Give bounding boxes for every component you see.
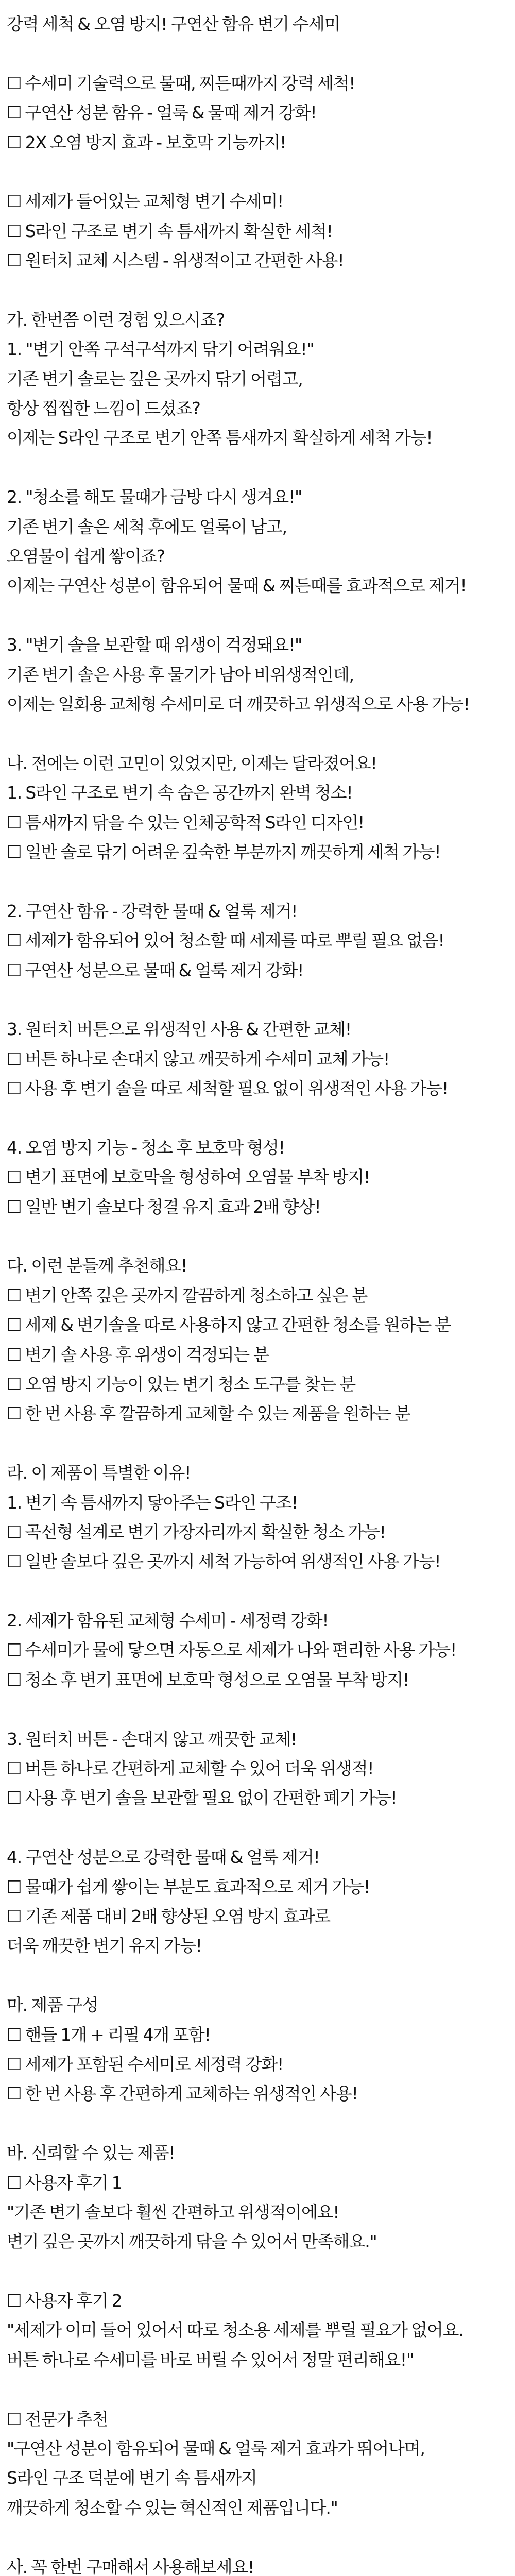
paragraph-gap [7, 1577, 509, 1606]
section-intro-features-2 [7, 187, 509, 275]
text-line: ☐ 구연산 성분으로 물때 & 얼룩 제거 강화! [7, 960, 304, 980]
text-line: 변기 깊은 곳까지 깨끗하게 닦을 수 있어서 만족해요." [7, 2231, 377, 2252]
text-line: ☐ 사용자 후기 2 [7, 2291, 122, 2311]
text-line: ☐ 변기 솔 사용 후 위생이 걱정되는 분 [7, 1344, 269, 1365]
text-line: 3. 원터치 버튼으로 위생적인 사용 & 간편한 교체! [7, 1019, 351, 1040]
text-line: ☐ 사용 후 변기 솔을 따로 세척할 필요 없이 위생적인 사용 가능! [7, 1078, 448, 1099]
section-reasons [7, 1458, 509, 1577]
text-line: 2. 구연산 함유 - 강력한 물때 & 얼룩 제거! [7, 901, 298, 921]
text-line: "기존 변기 솔보다 훨씬 간편하고 위생적이에요! [7, 2201, 339, 2222]
text-line: ☐ 2X 오염 방지 효과 - 보호막 기능까지! [7, 132, 286, 152]
paragraph-gap [7, 2109, 509, 2138]
text-line: 4. 오염 방지 기능 - 청소 후 보호막 형성! [7, 1137, 285, 1158]
section-expert [7, 2404, 509, 2523]
text-line: "구연산 성분이 함유되어 물때 & 얼룩 제거 효과가 뛰어나며, [7, 2438, 425, 2459]
text-line: 사. 꼭 한번 구매해서 사용해보세요! [7, 2556, 254, 2576]
text-line: ☐ 세제가 함유되어 있어 청소할 때 세제를 따로 뿌릴 필요 없음! [7, 930, 444, 951]
section-reviews [7, 2138, 509, 2257]
text-line: 가. 한번쯤 이런 경험 있으시죠? [7, 309, 225, 330]
paragraph-gap [7, 719, 509, 748]
text-line: ☐ 한 번 사용 후 간편하게 교체하는 위생적인 사용! [7, 2083, 358, 2104]
section-intro [7, 9, 509, 39]
text-line: 기존 변기 솔로는 깊은 곳까지 닦기 어렵고, [7, 368, 303, 389]
text-line: 다. 이런 분들께 추천해요! [7, 1256, 187, 1276]
paragraph-gap [7, 985, 509, 1014]
text-line: ☐ 구연산 성분 함유 - 얼룩 & 물때 제거 강화! [7, 103, 317, 123]
text-line: 오염물이 쉽게 쌓이죠? [7, 546, 165, 567]
text-line: 항상 찝찝한 느낌이 드셨죠? [7, 398, 200, 419]
text-line: 바. 신뢰할 수 있는 제품! [7, 2143, 175, 2163]
section-experience-3 [7, 630, 509, 719]
section-cta [7, 2552, 509, 2576]
text-line: 1. S라인 구조로 변기 속 숨은 공간까지 완벽 청소! [7, 783, 353, 803]
text-line: 버튼 하나로 수세미를 바로 버릴 수 있어서 정말 편리해요!" [7, 2349, 414, 2370]
text-line: ☐ 세제 & 변기솔을 따로 사용하지 않고 간편한 청소를 원하는 분 [7, 1315, 451, 1335]
text-line: ☐ 곡선형 설계로 변기 가장자리까지 확실한 청소 가능! [7, 1521, 386, 1542]
text-line: ☐ 사용 후 변기 솔을 보관할 필요 없이 간편한 폐기 가능! [7, 1788, 397, 1808]
paragraph-gap [7, 867, 509, 896]
section-reasons-3 [7, 1724, 509, 1813]
text-line: 4. 구연산 성분으로 강력한 물때 & 얼룩 제거! [7, 1847, 320, 1868]
text-line: 1. "변기 안쪽 구석구석까지 닦기 어려워요!" [7, 339, 314, 360]
text-line: 1. 변기 속 틈새까지 닿아주는 S라인 구조! [7, 1492, 298, 1513]
paragraph-gap [7, 453, 509, 482]
paragraph-gap [7, 1961, 509, 1990]
text-line: 라. 이 제품이 특별한 이유! [7, 1463, 191, 1483]
text-line: ☐ 일반 솔보다 깊은 곳까지 세척 가능하여 위생적인 사용 가능! [7, 1551, 441, 1572]
paragraph-gap [7, 1813, 509, 1842]
text-line: ☐ 변기 안쪽 깊은 곳까지 깔끔하게 청소하고 싶은 분 [7, 1285, 368, 1306]
text-line: ☐ 청소 후 변기 표면에 보호막 형성으로 오염물 부착 방지! [7, 1669, 409, 1690]
text-line: 2. "청소를 해도 물때가 금방 다시 생겨요!" [7, 487, 302, 507]
text-line: 3. "변기 솔을 보관할 때 위생이 걱정돼요!" [7, 635, 302, 655]
section-reasons-2 [7, 1606, 509, 1694]
text-line: ☐ 버튼 하나로 간편하게 교체할 수 있어 더욱 위생적! [7, 1758, 374, 1779]
section-intro-features-1 [7, 69, 509, 157]
section-changes-2 [7, 896, 509, 985]
section-reasons-4 [7, 1842, 509, 1961]
text-line: ☐ 수세미 기술력으로 물때, 찌든때까지 강력 세척! [7, 73, 355, 93]
paragraph-gap [7, 39, 509, 68]
text-line: "세제가 이미 들어 있어서 따로 청소용 세제를 뿌릴 필요가 없어요. [7, 2320, 464, 2341]
product-description-document [7, 9, 509, 2576]
text-line: ☐ 수세미가 물에 닿으면 자동으로 세제가 나와 편리한 사용 가능! [7, 1640, 456, 1660]
section-changes-3 [7, 1014, 509, 1103]
text-line: ☐ 사용자 후기 1 [7, 2172, 122, 2193]
text-line: ☐ 일반 변기 솔보다 청결 유지 효과 2배 향상! [7, 1196, 321, 1217]
text-line: 3. 원터치 버튼 - 손대지 않고 깨끗한 교체! [7, 1728, 297, 1749]
text-line: ☐ S라인 구조로 변기 속 틈새까지 확실한 세척! [7, 221, 333, 241]
text-line: 기존 변기 솔은 사용 후 물기가 남아 비위생적인데, [7, 664, 354, 685]
text-line: ☐ 핸들 1개 + 리필 4개 포함! [7, 2024, 211, 2045]
text-line: ☐ 틈새까지 닦을 수 있는 인체공학적 S라인 디자인! [7, 812, 365, 833]
section-experience [7, 305, 509, 453]
text-line: ☐ 기존 제품 대비 2배 향상된 오염 방지 효과로 [7, 1906, 331, 1926]
text-line: S라인 구조 덕분에 변기 속 틈새까지 [7, 2468, 257, 2488]
paragraph-gap [7, 1222, 509, 1251]
paragraph-gap [7, 157, 509, 187]
section-composition [7, 1990, 509, 2109]
paragraph-gap [7, 276, 509, 305]
text-line: 이제는 일회용 교체형 수세미로 더 깨끗하고 위생적으로 사용 가능! [7, 693, 470, 714]
text-line: 이제는 S라인 구조로 변기 안쪽 틈새까지 확실하게 세척 가능! [7, 428, 433, 448]
text-line: ☐ 변기 표면에 보호막을 형성하여 오염물 부착 방지! [7, 1167, 370, 1188]
section-reviews-2 [7, 2286, 509, 2375]
section-recommend [7, 1251, 509, 1428]
text-line: ☐ 일반 솔로 닦기 어려운 깊숙한 부분까지 깨끗하게 세척 가능! [7, 841, 441, 862]
text-line: ☐ 한 번 사용 후 깔끔하게 교체할 수 있는 제품을 원하는 분 [7, 1403, 410, 1424]
text-line: 기존 변기 솔은 세척 후에도 얼룩이 남고, [7, 516, 287, 537]
paragraph-gap [7, 2375, 509, 2404]
text-line: 더욱 깨끗한 변기 유지 가능! [7, 1936, 202, 1956]
text-line: 강력 세척 & 오염 방지! 구연산 함유 변기 수세미 [7, 14, 340, 34]
paragraph-gap [7, 2257, 509, 2286]
text-line: ☐ 세제가 들어있는 교체형 변기 수세미! [7, 191, 284, 212]
paragraph-gap [7, 1694, 509, 1724]
section-experience-2 [7, 482, 509, 601]
paragraph-gap [7, 601, 509, 630]
text-line: ☐ 전문가 추천 [7, 2409, 108, 2429]
text-line: ☐ 물때가 쉽게 쌓이는 부분도 효과적으로 제거 가능! [7, 1876, 370, 1897]
text-line: 이제는 구연산 성분이 함유되어 물때 & 찌든때를 효과적으로 제거! [7, 575, 467, 596]
paragraph-gap [7, 2522, 509, 2552]
paragraph-gap [7, 1103, 509, 1132]
text-line: ☐ 원터치 교체 시스템 - 위생적이고 간편한 사용! [7, 250, 344, 271]
paragraph-gap [7, 1429, 509, 1458]
section-changes-4 [7, 1133, 509, 1222]
text-line: 마. 제품 구성 [7, 1995, 98, 2015]
text-line: ☐ 오염 방지 기능이 있는 변기 청소 도구를 찾는 분 [7, 1374, 355, 1394]
text-line: 깨끗하게 청소할 수 있는 혁신적인 제품입니다." [7, 2497, 338, 2518]
text-line: 2. 세제가 함유된 교체형 수세미 - 세정력 강화! [7, 1611, 329, 1631]
section-changes [7, 749, 509, 867]
text-line: ☐ 버튼 하나로 손대지 않고 깨끗하게 수세미 교체 가능! [7, 1048, 389, 1069]
text-line: 나. 전에는 이런 고민이 있었지만, 이제는 달라졌어요! [7, 753, 377, 773]
text-line: ☐ 세제가 포함된 수세미로 세정력 강화! [7, 2054, 284, 2074]
